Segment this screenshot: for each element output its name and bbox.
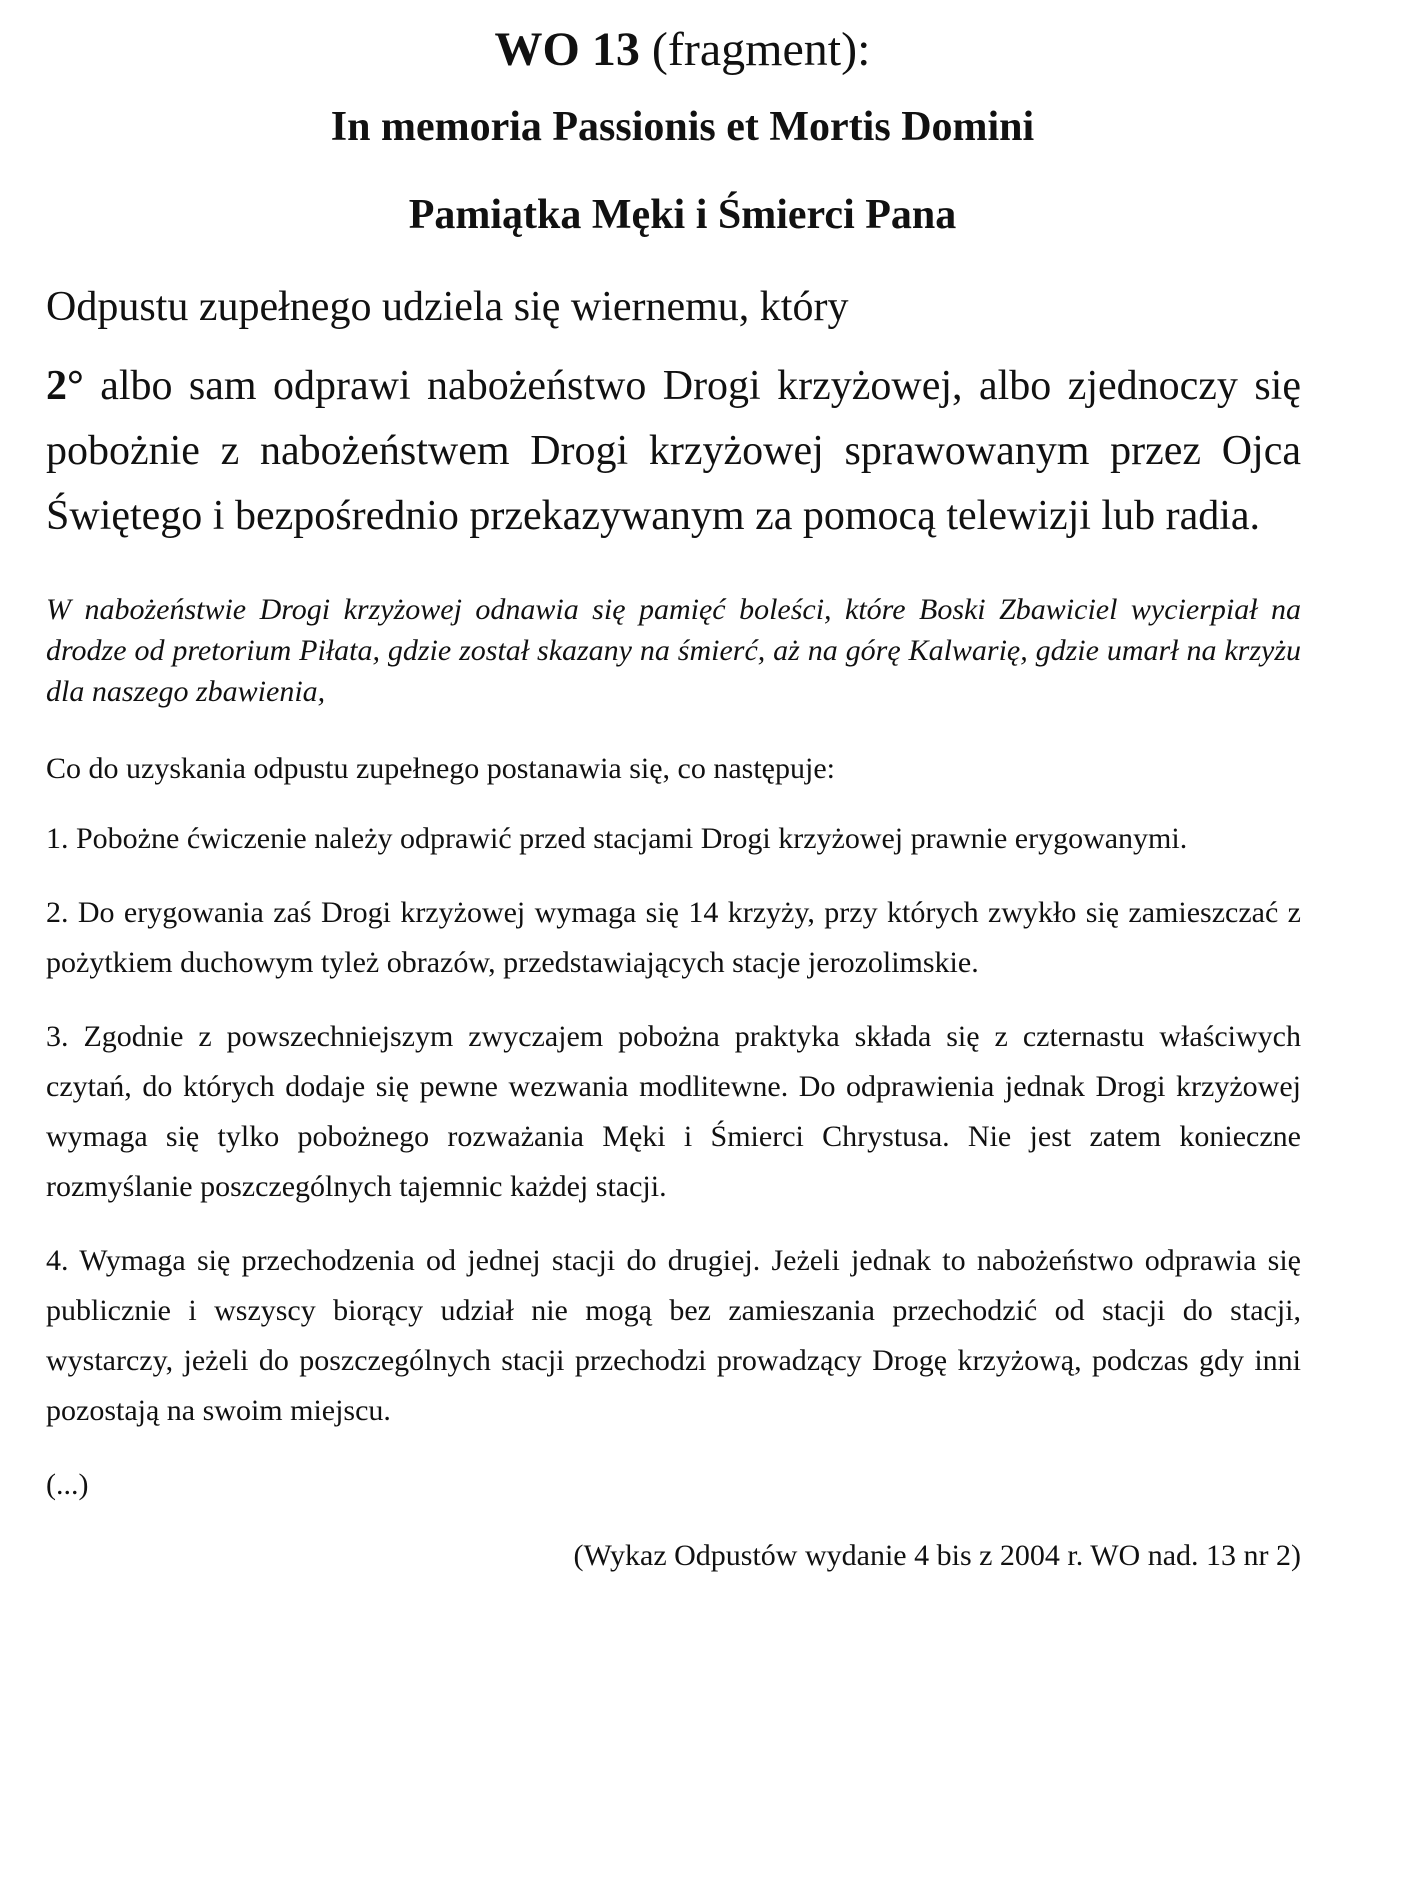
rule-4: 4. Wymaga się przechodzenia od jednej stacji do drugiej. Jeżeli jednak to nabożeństwo odprawia się publicznie i wszyscy biorący udział nie mogą bez zamieszania przechodzić od stacji do stacji, wystarczy, jeżeli do poszczególnych stacji przechodzi prowadzący Drogę krzyżową, podczas gdy inni pozostają na swoim miejscu. (46, 1244, 1301, 1427)
page-title (46, 18, 1301, 82)
italic-note: W nabożeństwie Drogi krzyżowej odnawia się pamięć boleści, które Boski Zbawiciel wycierpiał na drodze od pretorium Piłata, gdzie został skazany na śmierć, aż na górę Kalwarię, gdzie umarł na krzyżu dla naszego zbawienia, (46, 593, 1301, 708)
rule-2: 2. Do erygowania zaś Drogi krzyżowej wymaga się 14 krzyży, przy których zwykło się zamieszczać z pożytkiem duchowym tyleż obrazów, przedstawiających stacje jerozolimskie. (46, 896, 1301, 979)
title-code: WO 13 (494, 23, 640, 76)
rule-3: 3. Zgodnie z powszechniejszym zwyczajem pobożna praktyka składa się z czternastu właściwych czytań, do których dodaje się pewne wezwania modlitewne. Do odprawienia jednak Drogi krzyżowej wymaga się tylko pobożnego rozważania Męki i Śmierci Chrystusa. Nie jest zatem konieczne rozmyślanie poszczególnych tajemnic każdej stacji. (46, 1020, 1301, 1203)
rule-1: 1. Pobożne ćwiczenie należy odprawić przed stacjami Drogi krzyżowej prawnie erygowanymi. (46, 822, 1188, 855)
source-citation: (Wykaz Odpustów wydanie 4 bis z 2004 r. WO nad. 13 nr 2) (573, 1539, 1301, 1572)
point-2-text: albo sam odprawi nabożeństwo Drogi krzyżowej, albo zjednoczy się pobożnie z nabożeństwem Drogi krzyżowej sprawowanym przez Ojca Świętego i bezpośrednio przekazywanym za pomocą telewizji lub radia. (46, 363, 1301, 539)
point-2-paragraph (46, 354, 1301, 549)
ellipsis: (...) (46, 1468, 89, 1501)
subtitle-latin: In memoria Passionis et Mortis Domini (330, 104, 1035, 150)
rules-intro: Co do uzyskania odpustu zupełnego postanawia się, co następuje: (46, 752, 835, 785)
lead-sentence: Odpustu zupełnego udziela się wiernemu, który (46, 284, 849, 330)
point-2-marker: 2° (46, 363, 84, 409)
subtitle-polish: Pamiątka Męki i Śmierci Pana (408, 192, 957, 238)
title-suffix: (fragment): (639, 23, 871, 76)
